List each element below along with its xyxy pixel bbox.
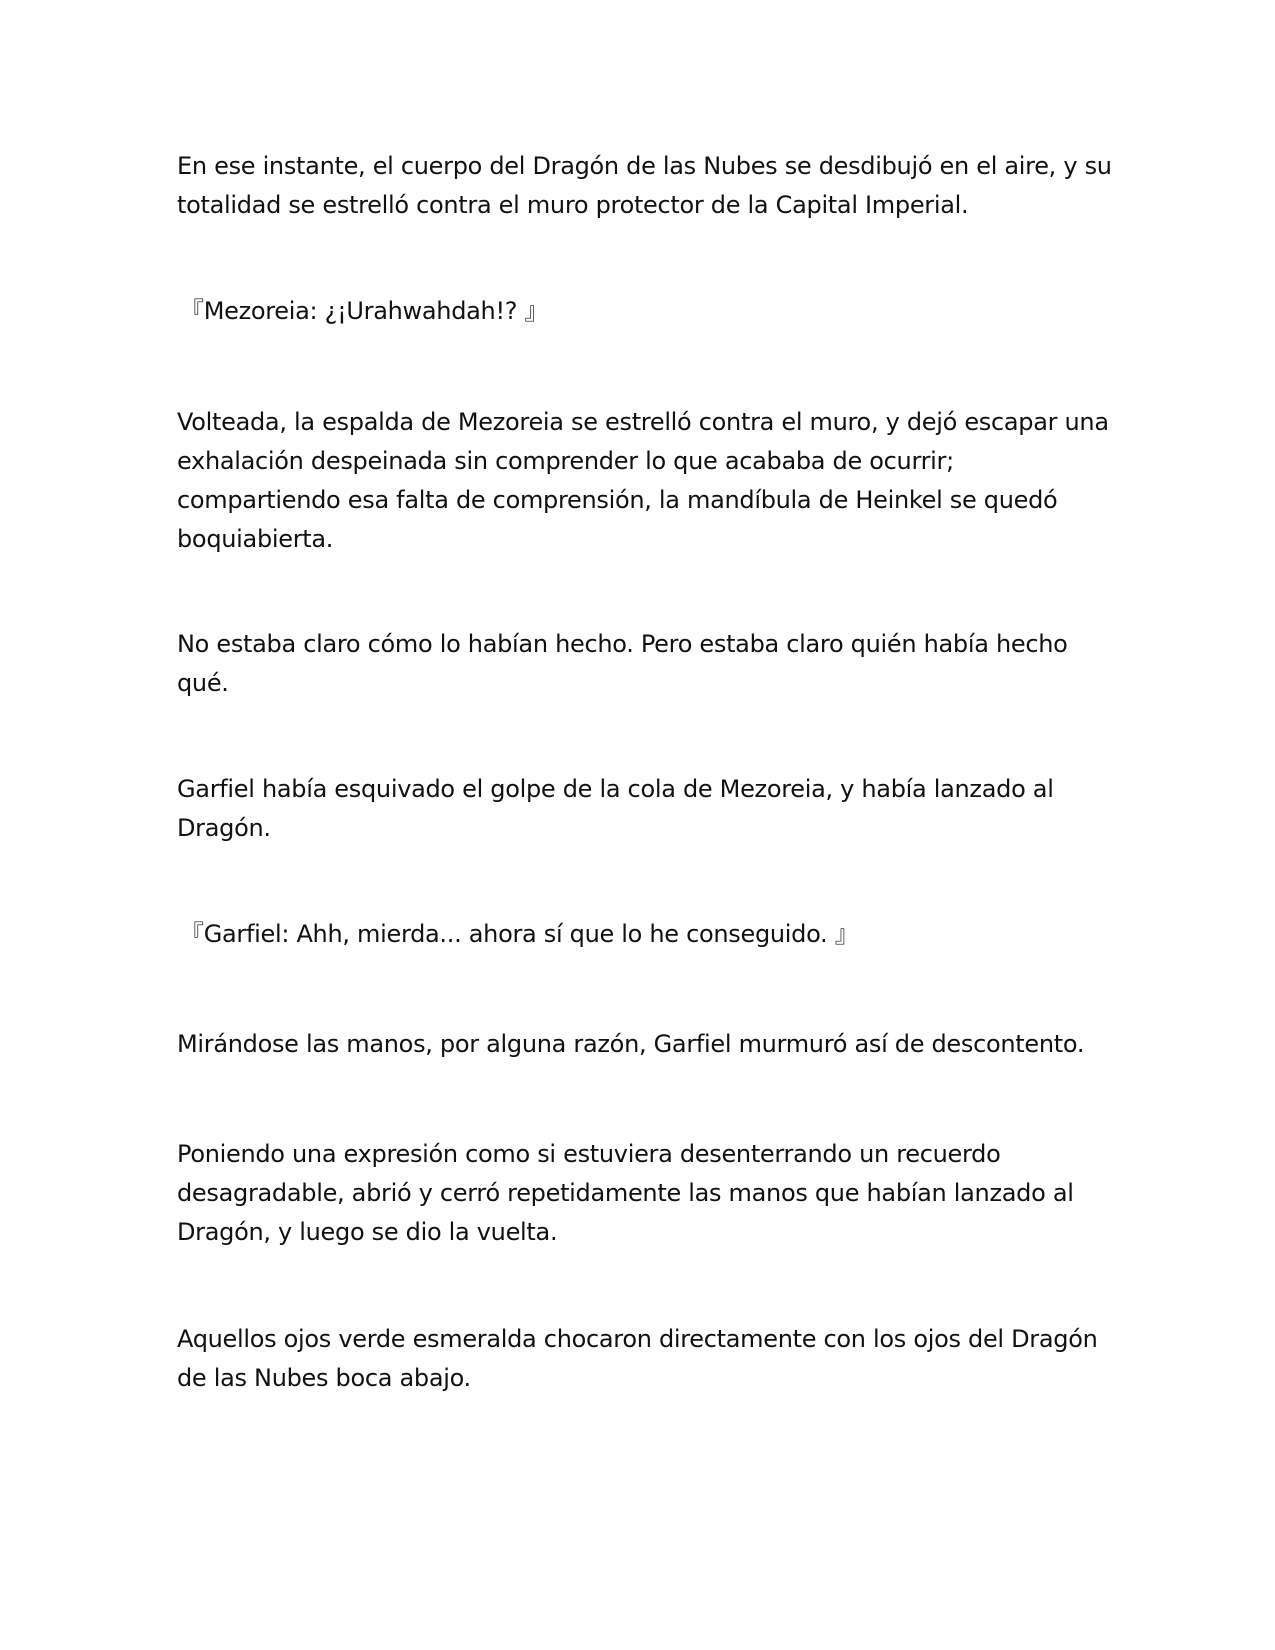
paragraph-5: Mirándose las manos, por alguna razón, Garfiel murmuró así de descontento. <box>177 1030 1085 1058</box>
dialogue-garfiel: 『Garfiel: Ahh, mierda... ahora sí que lo he conseguido. 』 <box>180 920 859 948</box>
paragraph-4: Garfiel había esquivado el golpe de la cola de Mezoreia, y había lanzado al Dragón. <box>177 775 1054 842</box>
paragraph-1: En ese instante, el cuerpo del Dragón de las Nubes se desdibujó en el aire, y su totalidad se estrelló contra el muro protector de la Capital Imperial. <box>177 152 1112 219</box>
paragraph-3: No estaba claro cómo lo habían hecho. Pero estaba claro quién había hecho qué. <box>177 630 1068 697</box>
paragraph-7: Aquellos ojos verde esmeralda chocaron directamente con los ojos del Dragón de las Nubes boca abajo. <box>177 1325 1098 1392</box>
paragraph-6: Poniendo una expresión como si estuviera desenterrando un recuerdo desagradable, abrió y cerró repetidamente las manos que habían lanzado al Dragón, y luego se dio la vuelta. <box>177 1140 1074 1246</box>
paragraph-2: Volteada, la espalda de Mezoreia se estrelló contra el muro, y dejó escapar una exhalación despeinada sin comprender lo que acababa de ocurrir; compartiendo esa falta de comprensión, la mandíbula de Heinkel se quedó boquiabierta. <box>177 408 1109 553</box>
dialogue-mezoreia: 『Mezoreia: ¿¡Urahwahdah!? 』 <box>180 297 549 325</box>
